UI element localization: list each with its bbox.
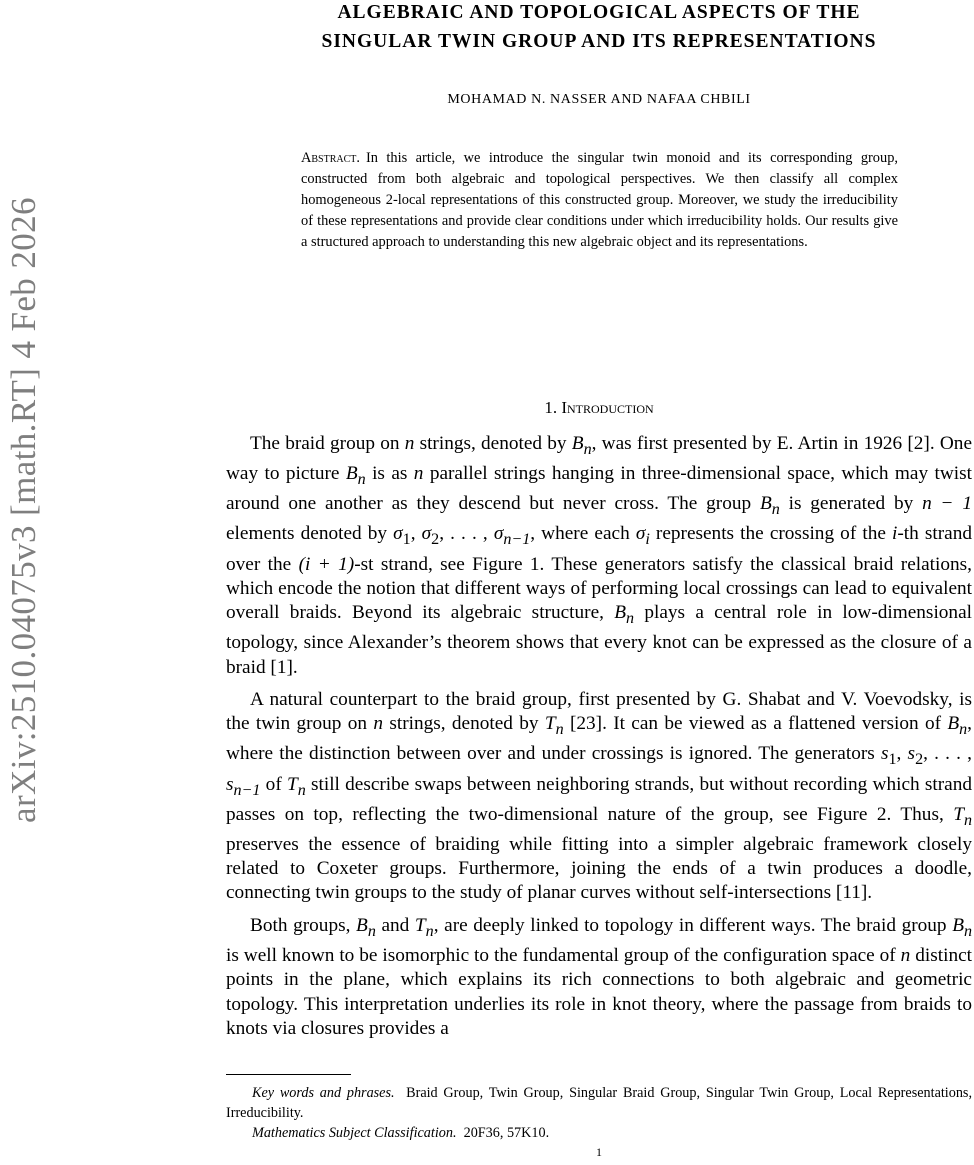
math: T: [953, 803, 964, 825]
text: , where the distinction between over and under crossings is ignored. The generators: [226, 713, 972, 765]
math: n: [963, 922, 973, 940]
paragraph-3: [226, 914, 972, 1041]
math: n−1: [503, 531, 531, 549]
text: , where each: [530, 523, 636, 545]
math: (i + 1): [298, 553, 355, 575]
math: B: [947, 713, 960, 735]
text: parallel strings hanging in three-dimensional space, which may twist around one another as they descend but never cross. The group: [226, 463, 972, 515]
math: n: [357, 471, 366, 489]
text: and: [375, 914, 415, 936]
math: T: [414, 914, 426, 936]
math: B: [952, 914, 964, 936]
text: The braid group on: [250, 433, 405, 454]
math: n: [555, 721, 564, 739]
footnotes: [226, 1083, 972, 1143]
text: , are deeply linked to topology in different ways. The braid group: [433, 914, 953, 936]
abstract-label: Abstract.: [301, 150, 360, 166]
math: n: [373, 713, 384, 735]
abstract: [301, 148, 898, 253]
text: is as: [365, 463, 414, 485]
math: , . . . ,: [923, 743, 973, 765]
math: n: [413, 463, 424, 485]
math: n: [959, 721, 968, 739]
arxiv-id: arXiv:2510.04075v3 [math.RT] 4 Feb 2026: [4, 197, 43, 823]
paragraph-2: [226, 688, 972, 906]
math: n: [425, 922, 434, 940]
msc-label: Mathematics Subject Classification.: [252, 1125, 457, 1141]
math: n: [626, 610, 635, 628]
math: i: [892, 523, 898, 545]
section-heading: [226, 398, 972, 418]
text: of: [260, 773, 287, 795]
text: distinct points in the plane, which explains its rich connections to both algebraic and geometric topology. This interpretation underlies its role in knot theory, where the passage from braids to knots via closures provides a: [226, 944, 972, 1039]
keywords-label: Key words and phrases.: [252, 1085, 395, 1101]
math: B: [356, 914, 368, 936]
math: , . . . ,: [439, 523, 494, 545]
text: is generated by: [779, 493, 923, 515]
math: ,: [410, 523, 422, 545]
math: n: [297, 781, 306, 799]
math: n−1: [233, 781, 261, 799]
math: B: [345, 463, 358, 485]
math: i: [645, 531, 650, 549]
keywords-text: Braid Group, Twin Group, Singular Braid Group, Singular Twin Group, Local Representations, Irreducibility.: [226, 1085, 972, 1121]
arxiv-sidebar-stamp: [2, 130, 46, 890]
text: , was first presented by E. Artin in 1926 [2]. One way to picture: [226, 433, 972, 485]
text: A natural counterpart to the braid group, first presented by G. Shabat and V. Voevodsky, is the twin group on: [226, 688, 972, 735]
text: [23]. It can be viewed as a flattened version of: [563, 713, 948, 735]
math: T: [544, 713, 556, 735]
text: is well known to be isomorphic to the fundamental group of the configuration space of: [226, 944, 901, 966]
text: strings, denoted by: [383, 713, 545, 735]
math: s: [226, 773, 234, 795]
text: preserves the essence of braiding while fitting into a simpler algebraic framework closely related to Coxeter groups. Furthermore, joining the ends of a twin produces a doodle, connecting twin groups to the study of planar curves without self-intersections [11].: [226, 833, 972, 904]
math: ,: [896, 743, 908, 765]
math: T: [286, 773, 298, 795]
msc-text: 20F36, 57K10.: [463, 1125, 550, 1141]
authors: MOHAMAD N. NASSER AND NAFAA CHBILI: [447, 92, 751, 107]
title-line-1: ALGEBRAIC AND TOPOLOGICAL ASPECTS OF THE: [337, 2, 861, 23]
text: Both groups,: [250, 914, 357, 936]
text: represents the crossing of the: [649, 523, 892, 545]
math: n − 1: [922, 493, 973, 515]
math: n: [367, 922, 376, 940]
math: σ: [493, 523, 504, 545]
math: B: [759, 493, 772, 515]
keywords-footnote: [226, 1083, 972, 1123]
text: strings, denoted by: [414, 433, 572, 454]
math: n: [404, 433, 415, 454]
msc-footnote: [226, 1123, 972, 1143]
text: still describe swaps between neighboring strands, but without recording which strand passes on top, reflecting the two-dimensional nature of the group, see Figure 2. Thus,: [226, 773, 973, 825]
text: -th strand over the: [226, 523, 972, 575]
paragraph-1: [226, 432, 972, 680]
math: n: [771, 501, 780, 519]
math: 1: [402, 531, 411, 549]
text: plays a central role in low-dimensional topology, since Alexander’s theorem shows that every knot can be expressed as the closure of a braid [1].: [226, 602, 972, 678]
section-title: Introduction: [561, 398, 654, 417]
section-number: 1.: [544, 398, 558, 417]
math: s: [907, 743, 916, 765]
math: σ: [635, 523, 646, 545]
page-number: 1: [596, 1145, 602, 1159]
math: n: [963, 811, 972, 829]
math: B: [614, 602, 627, 624]
text: elements denoted by: [226, 523, 394, 545]
title-line-2: SINGULAR TWIN GROUP AND ITS REPRESENTATIONS: [321, 31, 877, 52]
math: n: [900, 944, 911, 966]
math: σ: [421, 523, 432, 545]
math: B: [571, 433, 584, 454]
body-text: [226, 432, 972, 1049]
math: 2: [431, 531, 440, 549]
math: s: [880, 743, 889, 765]
paper-title: [226, 0, 972, 56]
math: n: [583, 440, 592, 458]
math: σ: [393, 523, 403, 545]
math: 1: [888, 751, 897, 769]
abstract-text: In this article, we introduce the singular twin monoid and its corresponding group, constructed from both algebraic and topological perspectives. We then classify all complex homogeneous 2-local representations of this constructed group. Moreover, we study the irreducibility of these representations and provide clear conditions under which irreducibility holds. Our results give a structured approach to understanding this new algebraic object and its representations.: [301, 150, 898, 250]
math: 2: [915, 751, 924, 769]
text: -st strand, see Figure 1. These generators satisfy the classical braid relations, which encode the notion that different ways of performing local crossings can lead to equivalent overall braids. Beyond its algebraic structure,: [226, 553, 972, 624]
footnote-rule: [226, 1074, 351, 1075]
